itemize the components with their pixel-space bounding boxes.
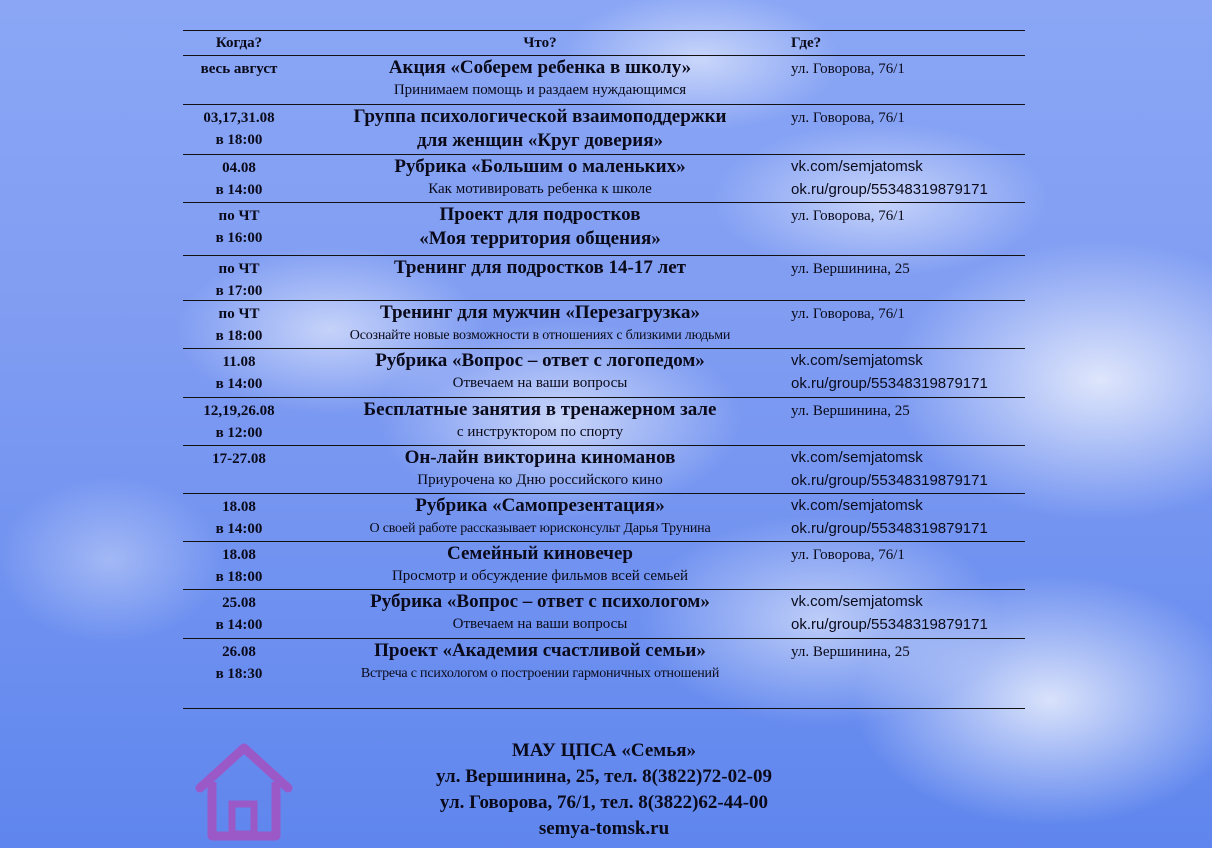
event-description: Отвечаем на ваши вопросы bbox=[452, 375, 628, 391]
event-when bbox=[183, 56, 295, 104]
event-location: ул. Вершинина, 25 bbox=[791, 261, 910, 277]
event-time: в 14:00 bbox=[215, 521, 263, 537]
event-title: Акция «Соберем ребенка в школу» bbox=[388, 57, 692, 78]
event-where bbox=[785, 301, 1025, 348]
event-time: в 12:00 bbox=[215, 425, 263, 441]
event-where bbox=[785, 446, 1025, 493]
event-description: с инструктором по спорту bbox=[456, 424, 624, 440]
event-date: 18.08 bbox=[222, 547, 256, 563]
address-line-1: ул. Вершинина, 25, тел. 8(3822)72-02-09 bbox=[436, 766, 772, 787]
event-where bbox=[785, 349, 1025, 397]
event-what bbox=[295, 155, 785, 202]
event-where bbox=[785, 155, 1025, 202]
event-what bbox=[295, 590, 785, 638]
table-row bbox=[183, 590, 1025, 639]
event-where bbox=[785, 494, 1025, 541]
event-when bbox=[183, 446, 295, 493]
event-title: Тренинг для мужчин «Перезагрузка» bbox=[380, 302, 700, 323]
event-title: Семейный киновечер bbox=[447, 543, 633, 564]
event-location-2[interactable]: ok.ru/group/55348319879171 bbox=[791, 616, 988, 633]
event-title: Бесплатные занятия в тренажерном зале bbox=[363, 399, 717, 420]
event-title: Проект «Академия счастливой семьи» bbox=[374, 640, 706, 661]
event-where bbox=[785, 256, 1025, 300]
event-time: в 14:00 bbox=[215, 617, 263, 633]
event-time: в 18:30 bbox=[215, 666, 263, 682]
event-time: в 18:00 bbox=[215, 132, 263, 148]
event-what bbox=[295, 301, 785, 348]
table-row bbox=[183, 155, 1025, 203]
event-title-line-2: для женщин «Круг доверия» bbox=[417, 130, 663, 151]
event-time: в 16:00 bbox=[215, 230, 263, 246]
event-description: Встреча с психологом о построении гармоничных отношений bbox=[360, 666, 720, 681]
event-date: по ЧТ bbox=[218, 208, 260, 224]
table-row bbox=[183, 542, 1025, 590]
footer-contacts bbox=[183, 738, 1025, 842]
event-date: по ЧТ bbox=[218, 306, 260, 322]
event-title: Проект для подростков bbox=[439, 204, 641, 225]
event-what bbox=[295, 639, 785, 708]
table-header bbox=[183, 30, 1025, 56]
event-where bbox=[785, 203, 1025, 255]
event-location[interactable]: vk.com/semjatomsk bbox=[791, 593, 923, 610]
event-date: по ЧТ bbox=[218, 261, 260, 277]
event-what bbox=[295, 542, 785, 589]
event-description: Просмотр и обсуждение фильмов всей семьей bbox=[391, 568, 689, 584]
event-time: в 17:00 bbox=[215, 283, 263, 299]
event-title: Рубрика «Большим о маленьких» bbox=[394, 156, 686, 177]
event-location: ул. Вершинина, 25 bbox=[791, 644, 910, 660]
event-what bbox=[295, 398, 785, 445]
event-date: 11.08 bbox=[222, 354, 256, 370]
event-date: 17-27.08 bbox=[212, 451, 266, 467]
event-what bbox=[295, 349, 785, 397]
event-when bbox=[183, 301, 295, 348]
events-table bbox=[183, 30, 1025, 709]
event-where bbox=[785, 398, 1025, 445]
event-time: в 14:00 bbox=[215, 376, 263, 392]
event-description: Осознайте новые возможности в отношениях с близкими людьми bbox=[349, 328, 731, 343]
event-date: 03,17,31.08 bbox=[203, 110, 275, 126]
event-time: в 18:00 bbox=[215, 328, 263, 344]
table-row bbox=[183, 349, 1025, 398]
event-location[interactable]: vk.com/semjatomsk bbox=[791, 449, 923, 466]
event-location: ул. Говорова, 76/1 bbox=[791, 306, 905, 322]
table-row bbox=[183, 256, 1025, 301]
table-row bbox=[183, 639, 1025, 709]
event-date: 12,19,26.08 bbox=[203, 403, 275, 419]
event-description: Как мотивировать ребенка к школе bbox=[428, 181, 652, 197]
event-when bbox=[183, 398, 295, 445]
event-description: Отвечаем на ваши вопросы bbox=[452, 616, 628, 632]
event-description: Принимаем помощь и раздаем нуждающимся bbox=[393, 82, 687, 98]
event-where bbox=[785, 542, 1025, 589]
event-description: О своей работе рассказывает юрисконсульт Дарья Трунина bbox=[369, 521, 711, 536]
event-when bbox=[183, 155, 295, 202]
event-where bbox=[785, 105, 1025, 154]
event-location: ул. Говорова, 76/1 bbox=[791, 547, 905, 563]
event-date: 25.08 bbox=[222, 595, 256, 611]
event-location-2[interactable]: ok.ru/group/55348319879171 bbox=[791, 520, 988, 537]
event-description: Приурочена ко Дню российского кино bbox=[417, 472, 663, 488]
event-when bbox=[183, 256, 295, 300]
website-link[interactable]: semya-tomsk.ru bbox=[538, 818, 670, 839]
event-date: 26.08 bbox=[222, 644, 256, 660]
event-where bbox=[785, 639, 1025, 708]
event-where bbox=[785, 56, 1025, 104]
org-name: МАУ ЦПСА «Семья» bbox=[511, 740, 697, 761]
event-location[interactable]: vk.com/semjatomsk bbox=[791, 352, 923, 369]
event-when bbox=[183, 105, 295, 154]
event-what bbox=[295, 446, 785, 493]
header-where: Где? bbox=[791, 35, 822, 51]
event-what bbox=[295, 494, 785, 541]
event-date: 18.08 bbox=[222, 499, 256, 515]
event-when bbox=[183, 590, 295, 638]
table-body bbox=[183, 56, 1025, 709]
table-row bbox=[183, 105, 1025, 155]
event-title: Рубрика «Самопрезентация» bbox=[415, 495, 665, 516]
address-line-2: ул. Говорова, 76/1, тел. 8(3822)62-44-00 bbox=[439, 792, 769, 813]
event-when bbox=[183, 349, 295, 397]
table-row bbox=[183, 446, 1025, 494]
event-when bbox=[183, 494, 295, 541]
event-title-line-2: «Моя территория общения» bbox=[419, 228, 661, 249]
table-row bbox=[183, 56, 1025, 105]
table-row bbox=[183, 301, 1025, 349]
event-what bbox=[295, 56, 785, 104]
event-location-2[interactable]: ok.ru/group/55348319879171 bbox=[791, 375, 988, 392]
event-location: ул. Вершинина, 25 bbox=[791, 403, 910, 419]
event-title: Тренинг для подростков 14-17 лет bbox=[393, 257, 687, 278]
event-when bbox=[183, 639, 295, 708]
event-title: Рубрика «Вопрос – ответ с логопедом» bbox=[375, 350, 705, 371]
event-what bbox=[295, 105, 785, 154]
event-title: Рубрика «Вопрос – ответ с психологом» bbox=[370, 591, 710, 612]
event-title: Группа психологической взаимоподдержки bbox=[353, 106, 727, 127]
event-date: весь август bbox=[200, 61, 278, 77]
event-when bbox=[183, 203, 295, 255]
event-when bbox=[183, 542, 295, 589]
event-location[interactable]: vk.com/semjatomsk bbox=[791, 158, 923, 175]
event-location: ул. Говорова, 76/1 bbox=[791, 110, 905, 126]
event-location: ул. Говорова, 76/1 bbox=[791, 61, 905, 77]
header-what: Что? bbox=[523, 35, 557, 51]
event-title: Он-лайн викторина киноманов bbox=[404, 447, 676, 468]
event-what bbox=[295, 256, 785, 300]
event-time: в 14:00 bbox=[215, 182, 263, 198]
event-location: ул. Говорова, 76/1 bbox=[791, 208, 905, 224]
event-time: в 18:00 bbox=[215, 569, 263, 585]
event-location-2[interactable]: ok.ru/group/55348319879171 bbox=[791, 181, 988, 198]
table-row bbox=[183, 203, 1025, 256]
event-date: 04.08 bbox=[222, 160, 256, 176]
header-when: Когда? bbox=[215, 35, 263, 51]
event-where bbox=[785, 590, 1025, 638]
table-row bbox=[183, 494, 1025, 542]
table-row bbox=[183, 398, 1025, 446]
event-what bbox=[295, 203, 785, 255]
event-location-2[interactable]: ok.ru/group/55348319879171 bbox=[791, 472, 988, 489]
event-location[interactable]: vk.com/semjatomsk bbox=[791, 497, 923, 514]
